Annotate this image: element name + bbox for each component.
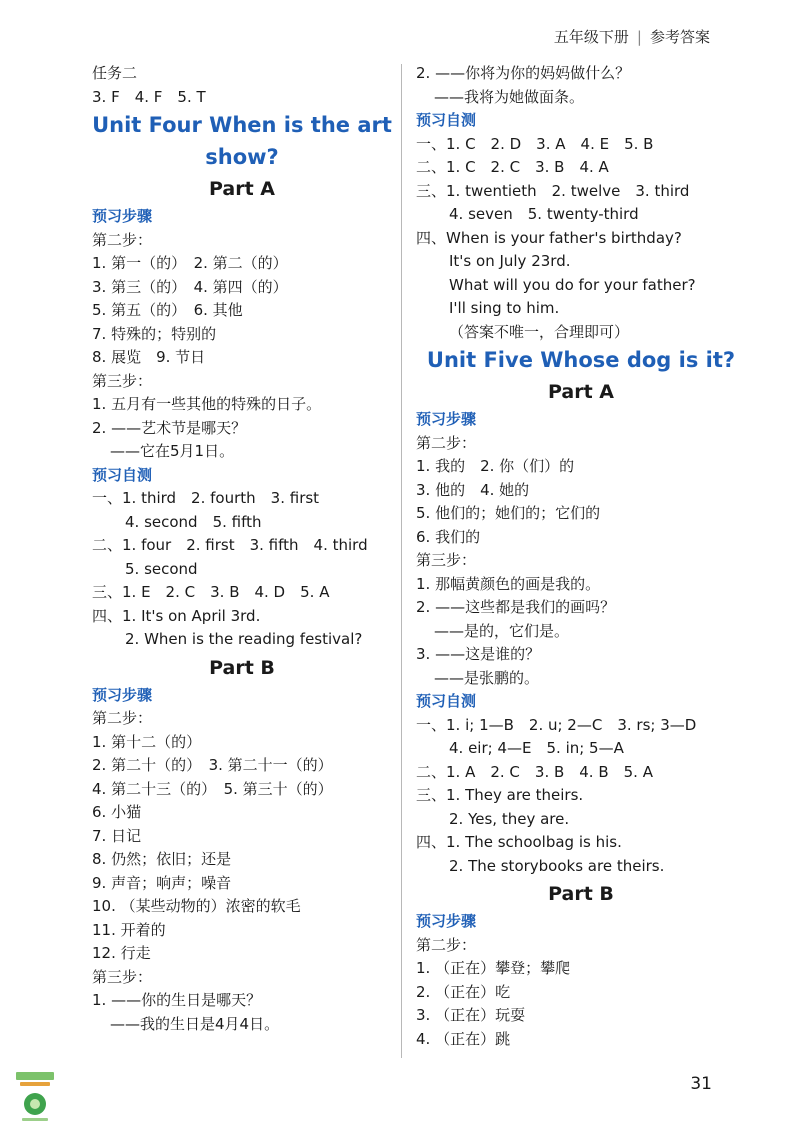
header-section: 参考答案 bbox=[649, 28, 710, 46]
section-heading: 预习步骤 bbox=[416, 912, 477, 930]
text-line: 7. 特殊的；特别的 bbox=[92, 324, 217, 343]
text-line: 9. 声音；响声；噪音 bbox=[92, 873, 232, 892]
text-line: 二、1. A 2. C 3. B 4. B 5. A bbox=[416, 762, 653, 781]
answer-line: What will you do for your father? bbox=[449, 275, 696, 294]
text-line: 四、1. The schoolbag is his. bbox=[416, 833, 622, 851]
left-column bbox=[92, 62, 392, 1036]
unit-title: Unit Five Whose dog is it? bbox=[426, 348, 736, 372]
text-line: 1. （正在）攀登；攀爬 bbox=[416, 959, 571, 977]
text-line: 第二步： bbox=[92, 230, 153, 249]
text-line: 3. 第三（的） 4. 第四（的） bbox=[92, 277, 288, 296]
text-line: 8. 展览 9. 节日 bbox=[92, 348, 206, 366]
answer-line: ——我将为她做面条。 bbox=[434, 87, 585, 106]
text-line: 4. 第二十三（的） 5. 第三十（的） bbox=[92, 779, 333, 798]
answer-line: ——它在5月1日。 bbox=[110, 442, 235, 460]
answer-line: 4. seven 5. twenty-third bbox=[449, 205, 639, 223]
part-title: Part A bbox=[547, 381, 614, 403]
answer-line: 2. When is the reading festival? bbox=[125, 630, 363, 648]
right-column bbox=[416, 62, 746, 1051]
answer-line: ——是的，它们是。 bbox=[434, 621, 570, 640]
answer-line: 2. Yes, they are. bbox=[449, 809, 570, 828]
publisher-badge-icon bbox=[14, 1070, 56, 1124]
answer-line: It's on July 23rd. bbox=[449, 252, 571, 270]
text-line: 第二步： bbox=[416, 433, 477, 452]
text-line: 6. 我们的 bbox=[416, 527, 481, 546]
section-heading: 预习自测 bbox=[416, 111, 477, 129]
text-line: 任务二 bbox=[92, 64, 138, 82]
text-line: 2. 第二十（的） 3. 第二十一（的） bbox=[92, 756, 333, 774]
text-line: 1. 五月有一些其他的特殊的日子。 bbox=[92, 395, 322, 413]
header-grade: 五年级下册 bbox=[553, 28, 629, 46]
section-heading: 预习自测 bbox=[416, 692, 477, 710]
text-line: 1. 那幅黄颜色的画是我的。 bbox=[416, 574, 601, 593]
text-line: 二、1. C 2. C 3. B 4. A bbox=[416, 158, 609, 176]
answer-line: 5. second bbox=[125, 559, 198, 578]
text-line: 2. （正在）吃 bbox=[416, 982, 511, 1001]
answer-line: （答案不唯一，合理即可） bbox=[449, 322, 630, 341]
part-title: Part B bbox=[548, 883, 614, 905]
section-heading: 预习步骤 bbox=[92, 685, 153, 704]
text-line: 三、1. E 2. C 3. B 4. D 5. A bbox=[92, 583, 330, 601]
text-line: 四、1. It's on April 3rd. bbox=[92, 606, 261, 625]
text-line: 1. 第十二（的） bbox=[92, 732, 202, 751]
text-line: 4. （正在）跳 bbox=[416, 1029, 511, 1048]
text-line: 第二步： bbox=[92, 709, 153, 727]
section-heading: 预习步骤 bbox=[92, 207, 153, 225]
text-line: 5. 他们的；她们的；它们的 bbox=[416, 504, 601, 522]
text-line: 3. F 4. F 5. T bbox=[92, 87, 206, 106]
answer-line: 4. second 5. fifth bbox=[125, 512, 262, 531]
text-line: 1. ——你的生日是哪天？ bbox=[92, 991, 262, 1009]
text-line: 5. 第五（的） 6. 其他 bbox=[92, 301, 243, 319]
text-line: 3. （正在）玩耍 bbox=[416, 1006, 526, 1024]
section-heading: 预习步骤 bbox=[416, 410, 477, 428]
unit-title: Unit Four When is the art show? bbox=[92, 113, 392, 169]
text-line: 三、1. twentieth 2. twelve 3. third bbox=[416, 181, 690, 200]
answer-line: I'll sing to him. bbox=[449, 299, 560, 317]
page-header bbox=[554, 26, 710, 47]
text-line: 第三步： bbox=[92, 371, 153, 390]
text-line: 三、1. They are theirs. bbox=[416, 786, 584, 804]
text-line: 第三步： bbox=[92, 967, 153, 986]
text-line: 四、When is your father's birthday? bbox=[416, 228, 682, 247]
part-title: Part A bbox=[208, 178, 275, 200]
page-number: 31 bbox=[690, 1074, 712, 1094]
text-line: 一、1. i; 1—B 2. u; 2—C 3. rs; 3—D bbox=[416, 715, 697, 734]
text-line: 一、1. third 2. fourth 3. first bbox=[92, 489, 320, 507]
text-line: 1. 我的 2. 你（们）的 bbox=[416, 457, 575, 475]
text-line: 11. 开着的 bbox=[92, 920, 166, 939]
text-line: 6. 小猫 bbox=[92, 803, 142, 821]
text-line: 2. ——这些都是我们的画吗？ bbox=[416, 598, 616, 616]
text-line: 10. （某些动物的）浓密的软毛 bbox=[92, 897, 301, 915]
text-line: 8. 仍然；依旧；还是 bbox=[92, 850, 232, 868]
text-line: 二、1. four 2. first 3. fifth 4. third bbox=[92, 536, 368, 554]
text-line: 7. 日记 bbox=[92, 826, 142, 845]
text-line: 1. 第一（的） 2. 第二（的） bbox=[92, 254, 288, 272]
header-separator: | bbox=[636, 28, 642, 46]
text-line: 3. 他的 4. 她的 bbox=[416, 480, 530, 499]
answer-line: 2. The storybooks are theirs. bbox=[449, 856, 665, 875]
column-divider bbox=[401, 64, 402, 1058]
text-line: 12. 行走 bbox=[92, 944, 151, 962]
text-line: 2. ——艺术节是哪天？ bbox=[92, 418, 247, 437]
answer-line: 4. eir; 4—E 5. in; 5—A bbox=[449, 739, 624, 757]
answer-line: ——我的生日是4月4日。 bbox=[110, 1014, 280, 1033]
section-heading: 预习自测 bbox=[92, 465, 153, 484]
text-line: 一、1. C 2. D 3. A 4. E 5. B bbox=[416, 134, 654, 153]
answer-line: ——是张鹏的。 bbox=[434, 668, 540, 687]
text-line: 2. ——你将为你的妈妈做什么？ bbox=[416, 64, 631, 82]
part-title: Part B bbox=[209, 656, 275, 679]
text-line: 3. ——这是谁的？ bbox=[416, 645, 541, 663]
text-line: 第二步： bbox=[416, 935, 477, 954]
text-line: 第三步： bbox=[416, 551, 477, 569]
